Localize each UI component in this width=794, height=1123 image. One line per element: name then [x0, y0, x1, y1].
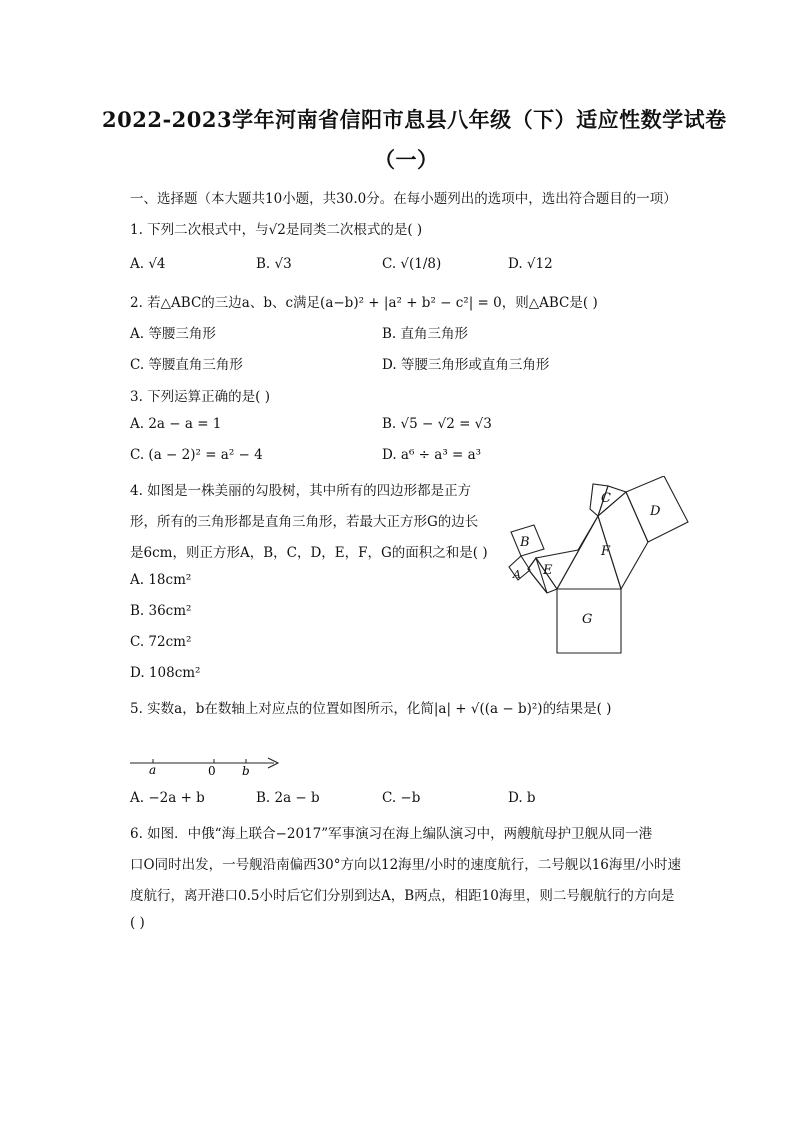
- question-6-line4: ( ): [130, 915, 145, 931]
- q1-option-b[interactable]: B. √3: [256, 256, 292, 272]
- label-b: B: [520, 535, 530, 550]
- label-a-axis: a: [149, 763, 157, 777]
- question-1-stem: 1. 下列二次根式中，与√2是同类二次根式的是( ): [130, 222, 423, 238]
- question-2-stem: 2. 若△ABC的三边a、b、c满足(a−b)² + |a² + b² − c²| = 0，则△ABC是( ): [130, 295, 598, 311]
- square-e: [536, 516, 598, 589]
- label-c: C: [601, 491, 611, 506]
- question-6-line1: 6. 如图．中俄“海上联合−2017”军事演习在海上编队演习中，两艘航母护卫舰从同一港: [130, 826, 653, 842]
- label-f: F: [601, 544, 611, 559]
- q4-option-a[interactable]: A. 18cm²: [130, 572, 192, 588]
- question-5-stem: 5. 实数a，b在数轴上对应点的位置如图所示，化简|a| + √((a − b)²)的结果是( ): [130, 701, 612, 717]
- question-4-stem-line3: 是6cm，则正方形A，B，C，D，E，F，G的面积之和是( ): [130, 545, 488, 561]
- square-f: [598, 492, 648, 589]
- section-header: 一、选择题（本大题共10小题，共30.0分。在每小题列出的选项中，选出符合题目的一项）: [130, 191, 677, 207]
- q2-option-d[interactable]: D. 等腰三角形或直角三角形: [382, 357, 550, 373]
- q5-option-b[interactable]: B. 2a − b: [256, 790, 320, 806]
- q5-option-c[interactable]: C. −b: [382, 790, 421, 806]
- exam-title-line1: 2022-2023学年河南省信阳市息县八年级（下）适应性数学试卷: [102, 107, 727, 132]
- q3-option-a[interactable]: A. 2a − a = 1: [130, 416, 222, 432]
- q2-option-c[interactable]: C. 等腰直角三角形: [130, 357, 243, 373]
- q4-option-b[interactable]: B. 36cm²: [130, 603, 192, 619]
- question-4-stem-line2: 形，所有的三角形都是直角三角形，若最大正方形G的边长: [130, 514, 479, 530]
- label-g: G: [582, 612, 593, 627]
- q5-option-d[interactable]: D. b: [508, 790, 536, 806]
- q3-option-b[interactable]: B. √5 − √2 = √3: [382, 416, 492, 432]
- q1-option-c[interactable]: C. √(1/8): [382, 256, 442, 272]
- q4-option-d[interactable]: D. 108cm²: [130, 665, 201, 681]
- question-6-line2: 口O同时出发，一号舰沿南偏西30°方向以12海里/小时的速度航行，二号舰以16海里/小时速: [130, 857, 681, 873]
- number-line-figure: [128, 752, 288, 782]
- q2-option-a[interactable]: A. 等腰三角形: [130, 326, 216, 342]
- question-6-line3: 度航行，离开港口0.5小时后它们分别到达A，B两点，相距10海里，则二号舰航行的方向是: [130, 888, 675, 904]
- q1-option-d[interactable]: D. √12: [508, 256, 553, 272]
- label-e: E: [543, 563, 553, 578]
- q4-option-c[interactable]: C. 72cm²: [130, 634, 192, 650]
- q1-option-a[interactable]: A. √4: [130, 256, 166, 272]
- q3-option-d[interactable]: D. a⁶ ÷ a³ = a³: [382, 447, 482, 463]
- q5-option-a[interactable]: A. −2a + b: [130, 790, 205, 806]
- pythagoras-tree-figure: [500, 476, 700, 656]
- question-4-stem-line1: 4. 如图是一株美丽的勾股树，其中所有的四边形都是正方: [130, 483, 472, 499]
- label-zero: 0: [208, 764, 216, 778]
- q3-option-c[interactable]: C. (a − 2)² = a² − 4: [130, 447, 263, 463]
- q2-option-b[interactable]: B. 直角三角形: [382, 326, 469, 342]
- exam-title-line2: （一）: [374, 147, 439, 172]
- label-d: D: [650, 504, 661, 519]
- label-b-axis: b: [242, 764, 250, 778]
- label-a: A: [513, 568, 521, 581]
- question-3-stem: 3. 下列运算正确的是( ): [130, 389, 270, 405]
